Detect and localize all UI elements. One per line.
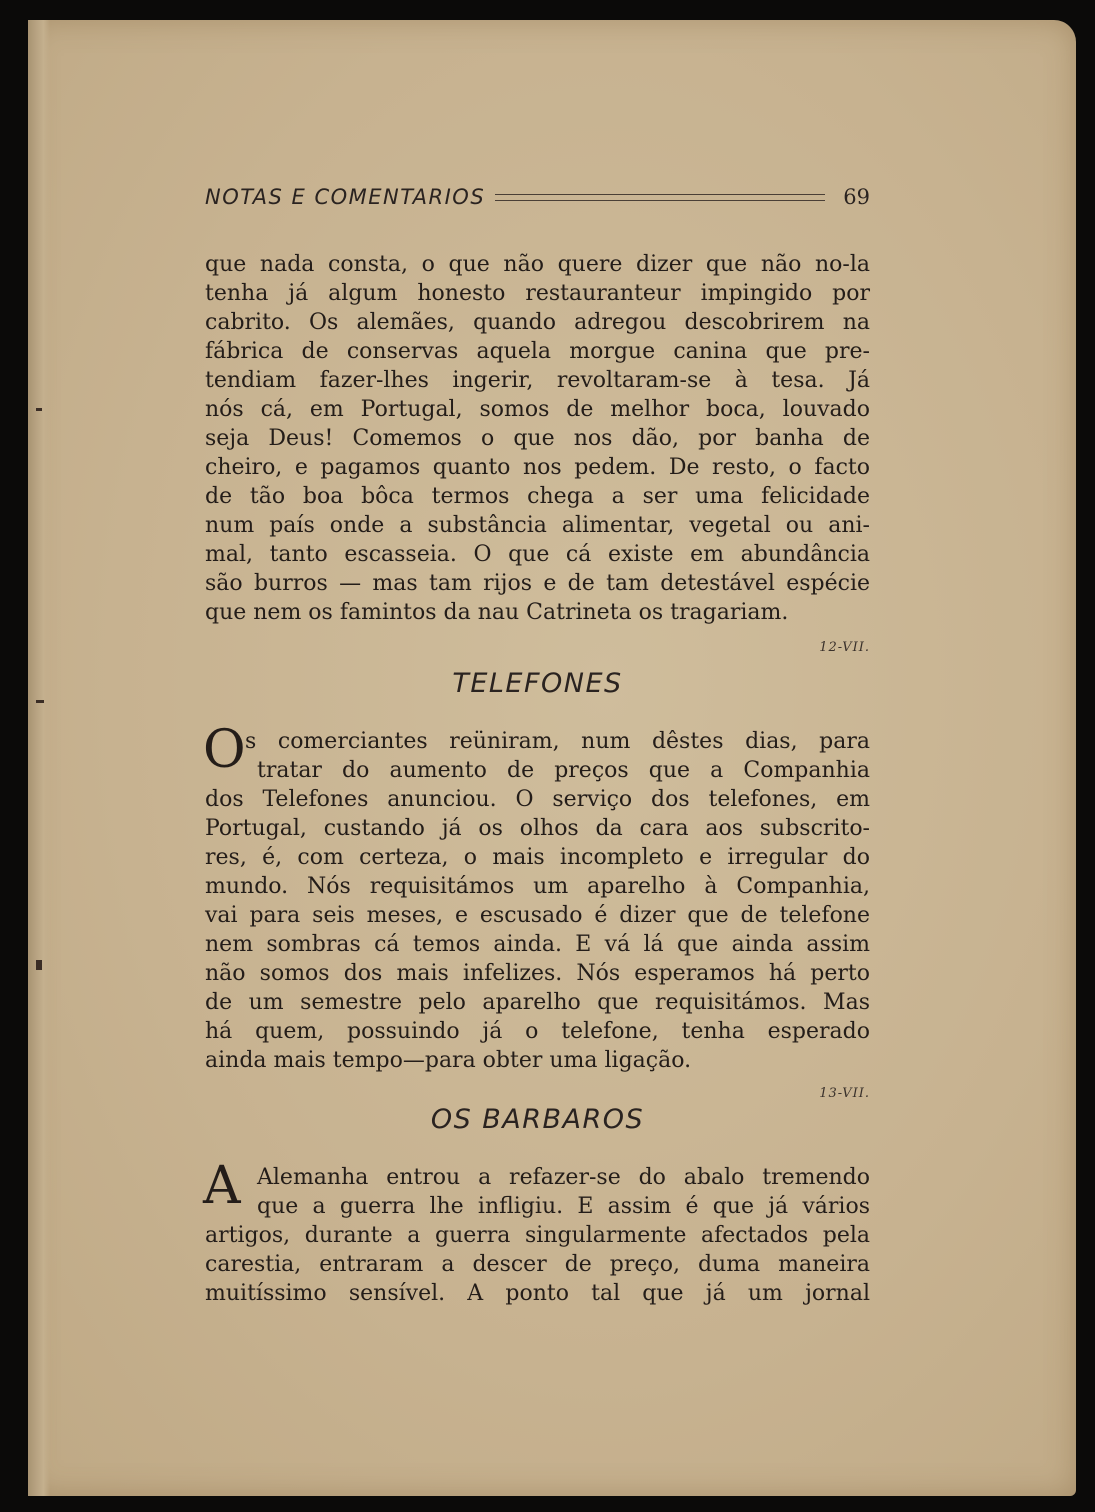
margin-mark (36, 960, 42, 970)
text-line: de tão boa bôca termos chega a ser uma felicidade (205, 484, 870, 509)
page-binding-edge (28, 20, 50, 1496)
text-line: mal, tanto escasseia. O que cá existe em abundância (205, 542, 870, 567)
section-title-telefones: TELEFONES (452, 668, 623, 699)
text-line: s comerciantes reüniram, num dêstes dias, para (245, 729, 870, 754)
text-line: que nada consta, o que não quere dizer que não no-la (205, 252, 870, 277)
text-line: dos Telefones anunciou. O serviço dos telefones, em (205, 787, 870, 812)
date-stamp: 12-VII. (819, 640, 870, 655)
date-stamp: 13-VII. (819, 1086, 870, 1101)
section-title-barbaros: OS BARBAROS (430, 1104, 645, 1135)
text-line: não somos dos mais infelizes. Nós esperamos há perto (205, 961, 870, 986)
running-title: NOTAS E COMENTARIOS (205, 185, 486, 209)
text-line: cheiro, e pagamos quanto nos pedem. De resto, o facto (205, 455, 870, 480)
text-line: são burros — mas tam rijos e de tam detestável espécie (205, 571, 870, 596)
text-line: carestia, entraram a descer de preço, duma maneira (205, 1252, 870, 1277)
text-line: nem sombras cá temos ainda. E vá lá que ainda assim (205, 932, 870, 957)
text-line: há quem, possuindo já o telefone, tenha esperado (205, 1019, 870, 1044)
text-line: que nem os famintos da nau Catrineta os tragariam. (205, 600, 789, 625)
text-line: mundo. Nós requisitámos um aparelho à Companhia, (205, 874, 870, 899)
text-line: tenha já algum honesto restauranteur impingido por (205, 281, 870, 306)
margin-mark (36, 700, 44, 703)
text-line: artigos, durante a guerra singularmente afectados pela (205, 1223, 870, 1248)
telefones-paragraph (205, 727, 870, 1075)
text-line: tratar do aumento de preços que a Companhia (257, 758, 870, 783)
text-line: de um semestre pelo aparelho que requisitámos. Mas (205, 990, 870, 1015)
text-line: nós cá, em Portugal, somos de melhor boca, louvado (205, 397, 870, 422)
margin-mark (36, 408, 42, 411)
text-line: que a guerra lhe infligiu. E assim é que já vários (257, 1194, 870, 1219)
dropcap-o: O (203, 720, 246, 780)
text-line: fábrica de conservas aquela morgue canina que pre- (205, 339, 870, 364)
text-line: vai para seis meses, e escusado é dizer que de telefone (205, 903, 870, 928)
dropcap-a: A (203, 1156, 241, 1216)
header-rule (495, 194, 825, 201)
page-number: 69 (843, 185, 870, 209)
text-line: seja Deus! Comemos o que nos dão, por banha de (205, 426, 870, 451)
barbaros-paragraph (205, 1163, 870, 1308)
text-line: num país onde a substância alimentar, vegetal ou ani- (205, 513, 870, 538)
running-header (205, 180, 870, 214)
text-line: Portugal, custando já os olhos da cara aos subscrito- (205, 816, 870, 841)
text-line: res, é, com certeza, o mais incompleto e irregular do (205, 845, 870, 870)
continuation-paragraph (205, 250, 870, 627)
text-line: Alemanha entrou a refazer-se do abalo tremendo (257, 1165, 870, 1190)
text-line: muitíssimo sensível. A ponto tal que já um jornal (205, 1281, 870, 1306)
text-line: cabrito. Os alemães, quando adregou descobrirem na (205, 310, 870, 335)
text-line: tendiam fazer-lhes ingerir, revoltaram-se à tesa. Já (205, 368, 870, 393)
text-line: ainda mais tempo—para obter uma ligação. (205, 1048, 692, 1073)
